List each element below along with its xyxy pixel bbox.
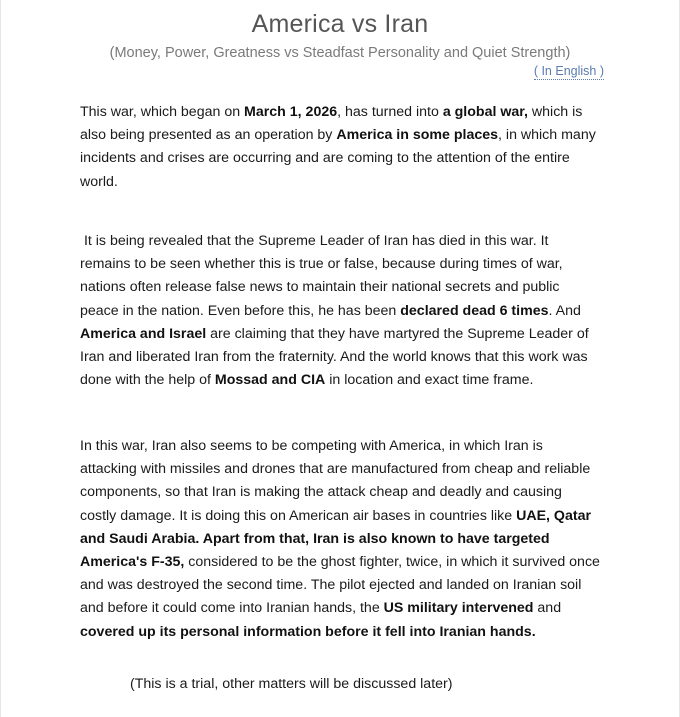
bold-text-run: America in some places xyxy=(336,127,499,144)
text-run: in location and exact time frame. xyxy=(325,372,534,389)
document-title: America vs Iran xyxy=(251,10,429,38)
text-run: considered to be the ghost fighter, twice, in which it survived once and was destroyed the second time. The pilot ejected and landed on Iranian soil and before it could come into Iranian hands, the xyxy=(80,554,600,617)
bold-text-run: March 1, 2026 xyxy=(244,104,338,120)
closing-note: (This is a trial, other matters will be discussed later) xyxy=(130,676,453,692)
text-run: This war, which began on xyxy=(80,104,245,120)
bold-text-run: America and Israel xyxy=(80,325,207,342)
text-run: . And xyxy=(548,302,581,319)
paragraph-2 xyxy=(80,230,600,392)
text-run: are claiming that they have martyred the Supreme Leader of Iran and liberated Iran from the fraternity. And the world knows that this work was done with the help of xyxy=(80,325,589,389)
text-run: which is also being presented as an operation by xyxy=(80,104,583,144)
paragraph-1 xyxy=(80,101,600,194)
bold-text-run: US military intervened xyxy=(383,600,534,617)
language-link[interactable]: ( In English ) xyxy=(533,64,604,78)
text-run: , in which many incidents and crises are occurring and are coming to the attention of the entire world. xyxy=(80,127,596,190)
paragraph-3 xyxy=(80,435,600,644)
bold-text-run: covered up its personal information before it fell into Iranian hands. xyxy=(80,623,536,640)
document-subtitle: (Money, Power, Greatness vs Steadfast Personality and Quiet Strength) xyxy=(109,45,571,61)
text-run: It is being revealed that the Supreme Leader of Iran has died in this war. It remains to be seen whether this is true or false, because during times of war, nations often release false news to maintain their national secrets and public peace in the nation. Even before this, he has been xyxy=(80,233,563,319)
bold-text-run: Mossad and CIA xyxy=(214,372,326,389)
page-edge-left xyxy=(0,0,1,717)
bold-text-run: a global war, xyxy=(442,104,528,120)
bold-text-run: declared dead 6 times xyxy=(400,302,549,319)
text-run: In this war, Iran also seems to be competing with America, in which Iran is attacking with missiles and drones that are manufactured from cheap and reliable components, so that Iran is making the attack cheap and deadly and causing costly damage. It is doing this on American air bases in countries like xyxy=(80,438,591,524)
text-run: and xyxy=(533,600,562,617)
bold-text-run: UAE, Qatar and Saudi Arabia. Apart from that, Iran is also known to have targeted America's F-35, xyxy=(80,507,591,571)
text-run: , has turned into xyxy=(337,104,443,120)
